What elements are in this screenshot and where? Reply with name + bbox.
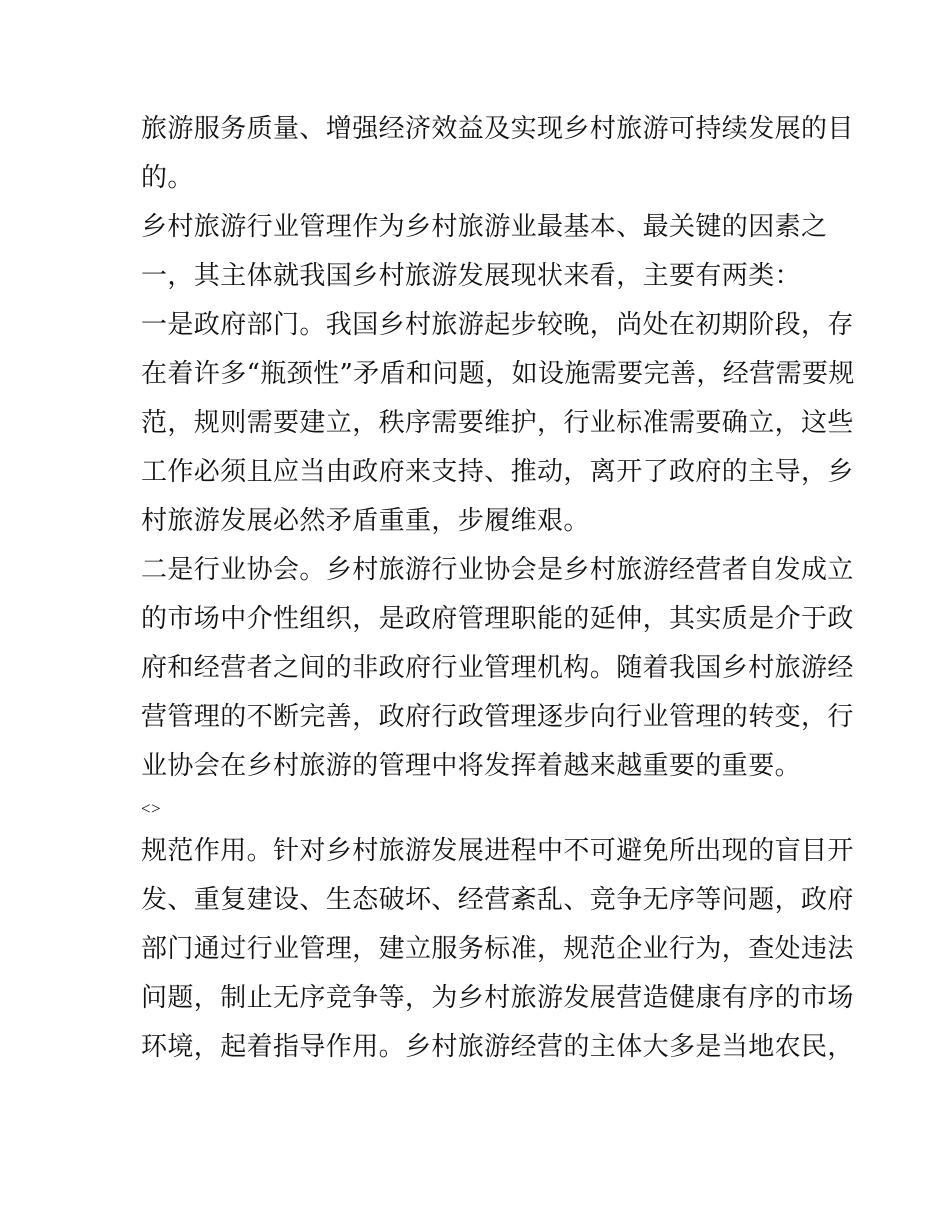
text-line: 工作必须且应当由政府来支持、推动，离开了政府的主导，乡 (141, 457, 854, 487)
text-line: 业协会在乡村旅游的管理中将发挥着越来越重要的重要。 (141, 751, 802, 781)
text-line: 部门通过行业管理，建立服务标准，规范企业行为，查处违法 (141, 934, 854, 964)
text-line: 府和经营者之间的非政府行业管理机构。随着我国乡村旅游经 (141, 653, 854, 683)
text-line: 一，其主体就我国乡村旅游发展现状来看，主要有两类： (141, 261, 802, 291)
text-line: 问题，制止无序竞争等，为乡村旅游发展营造健康有序的市场 (141, 983, 854, 1013)
text-line: 村旅游发展必然矛盾重重，步履维艰。 (141, 506, 590, 536)
text-line: 发、重复建设、生态破坏、经营紊乱、竞争无序等问题，政府 (141, 885, 854, 915)
text-line: 营管理的不断完善，政府行政管理逐步向行业管理的转变，行 (141, 702, 854, 732)
text-line: 的。 (141, 163, 194, 193)
body-text (141, 105, 855, 1072)
text-line: 环境，起着指导作用。乡村旅游经营的主体大多是当地农民， (141, 1032, 854, 1062)
text-line: 一是政府部门。我国乡村旅游起步较晚，尚处在初期阶段，存 (141, 310, 854, 340)
text-line: 乡村旅游行业管理作为乡村旅游业最基本、最关键的因素之 (141, 212, 828, 242)
text-line: 二是行业协会。乡村旅游行业协会是乡村旅游经营者自发成立 (141, 555, 854, 585)
text-line: 规范作用。针对乡村旅游发展进程中不可避免所出现的盲目开 (141, 836, 854, 866)
placeholder-marker: <> (141, 799, 161, 818)
text-line: 旅游服务质量、增强经济效益及实现乡村旅游可持续发展的目 (141, 114, 854, 144)
text-line: 在着许多“瓶颈性”矛盾和问题，如设施需要完善，经营需要规 (141, 359, 855, 389)
text-line: 范，规则需要建立，秩序需要维护，行业标准需要确立，这些 (141, 408, 854, 438)
text-line: 的市场中介性组织，是政府管理职能的延伸，其实质是介于政 (141, 604, 854, 634)
